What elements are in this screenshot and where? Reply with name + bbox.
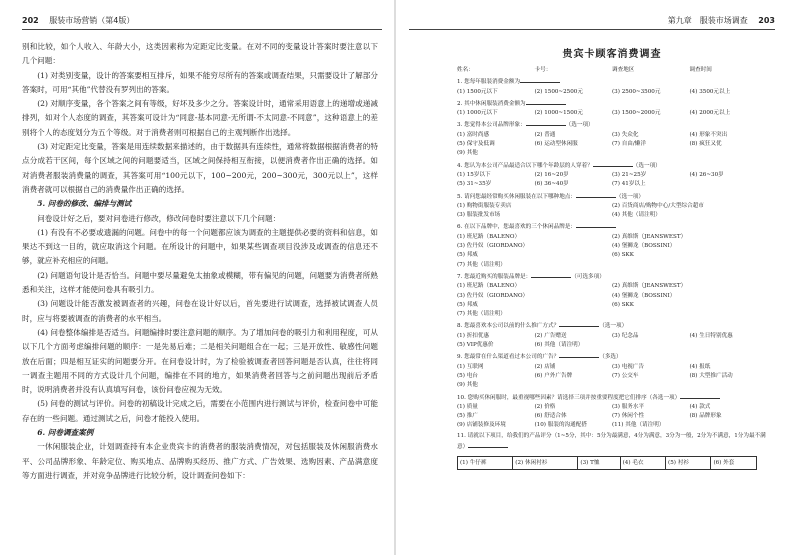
info-name-label: 姓名： bbox=[457, 67, 474, 73]
answer-blank[interactable] bbox=[526, 119, 566, 126]
right-header-rule bbox=[409, 29, 775, 30]
book-title: 服装市场营销（第4版） bbox=[49, 16, 135, 25]
answer-option[interactable]: (7) 自由/懒洋 bbox=[612, 141, 646, 148]
question-text: 6. 在以下品牌中，您最喜欢的三个休闲品牌是： bbox=[457, 224, 576, 231]
rating-cell[interactable]: (4) 毛衣 bbox=[620, 457, 665, 470]
answer-option[interactable]: (7) 其他（请注明） bbox=[457, 261, 506, 268]
body-paragraph: 别和比较，如个人收入、年龄大小，这类因素称为定距定比变量。在对不同的变量设计答案时要注意以下几个问题： bbox=[22, 42, 378, 66]
answer-option[interactable]: (4) 堡狮龙（BOSSINI） bbox=[612, 292, 676, 299]
answer-option[interactable]: (4) 堡狮龙（BOSSINI） bbox=[612, 243, 676, 250]
option-row bbox=[457, 88, 767, 97]
right-header bbox=[409, 14, 775, 28]
answer-option[interactable]: (1) 1000元以下 bbox=[457, 110, 498, 117]
body-paragraph: 一休闲服装企业，计划调查持有本企业贵宾卡的消费者的服装消费情况，对包括服装及休闲服消费水平、公司品牌形象、年龄定位、购买地点、品牌购买经历、推广方式、广告效果、选购因素、产品满意度等方面进行调查，并对竞争品牌进行比较分析，设计调查问卷如下： bbox=[22, 442, 378, 480]
chapter-title: 第九章 服装市场调查 bbox=[667, 16, 748, 25]
survey-title: 贵宾卡顾客消费调查 bbox=[562, 49, 662, 60]
body-paragraph: (2) 问题语句设计是否恰当。问题中要尽量避免太抽象或模糊，带有偏见的问题，问题要为消费者所熟悉和关注，这样才能使问卷具有吸引力。 bbox=[22, 270, 378, 295]
answer-option[interactable]: (6) SKK bbox=[612, 252, 634, 259]
option-row bbox=[457, 261, 767, 270]
body-paragraph: (4) 问卷整体编排是否适当。问题编排时要注意问题的顺序。为了增加问卷的吸引力和利用程度，可从以下几个方面考虑编排问题的顺序：一是先易后难；二是相关问题组合在一起；三是开放性、敏感性问题放在后面；四是相互证实的问题要分开。在问卷设计时，为了检验被调查者回答问题是否认真，往往将同一调查主题用不同的方式设计几个问题，编排在不同的地方，如果消费者回答与之前问题出现前后矛盾时，说明消费者并没有认真填写问卷，该份问卷应视为无效。 bbox=[22, 327, 378, 395]
answer-option[interactable]: (6) 舒适合体 bbox=[534, 413, 567, 420]
answer-option[interactable]: (4) 3500元以上 bbox=[689, 88, 731, 95]
empty-cell bbox=[612, 381, 690, 390]
right-page bbox=[395, 0, 790, 555]
answer-option[interactable]: (10) 服装的沟通配搭 bbox=[534, 422, 587, 429]
answer-option[interactable]: (9) 其他 bbox=[457, 150, 478, 157]
answer-option[interactable]: (3) 失众化 bbox=[612, 131, 639, 138]
question-text: 10. 您购买休闲服时，最重视哪些因素？请选择三项并按重要程度把它们排序（各选一项） bbox=[457, 394, 681, 401]
empty-cell bbox=[690, 421, 768, 430]
answer-option[interactable]: (8) 品牌形象 bbox=[689, 413, 722, 420]
answer-option[interactable]: (3) 佐丹奴（GIORDANO） bbox=[457, 243, 529, 250]
answer-option[interactable]: (3) 纪念品 bbox=[612, 332, 639, 339]
answer-option[interactable]: (2) 普通 bbox=[534, 131, 556, 138]
question-text: 3. 您觉得本公司品牌形象： bbox=[457, 122, 526, 129]
option-row bbox=[457, 332, 767, 341]
answer-option[interactable]: (6) 户外广告牌 bbox=[534, 372, 573, 379]
question-text: 2. 其中休闲服装消费金额为 bbox=[457, 100, 526, 107]
option-row bbox=[457, 282, 767, 291]
answer-option[interactable]: (5) 推广 bbox=[457, 413, 478, 420]
option-row bbox=[457, 310, 767, 319]
answer-option[interactable]: (7) 公交车 bbox=[612, 372, 639, 379]
rating-cell[interactable]: (1) 牛仔裤 bbox=[458, 457, 513, 470]
option-row bbox=[457, 109, 767, 118]
option-row bbox=[457, 412, 767, 421]
body-paragraph: (2) 对顺序变量，各个答案之间有等级，好坏及多少之分。答案设计时，通常采用语意上的递增或递减排列，如对个人态度的调查，其答案可设计为“同意-基本同意-无所谓-不太同意-不同意”，这种语意上的差别将个人的态度划分为五个等级。对于消费者则可根据自己的主观判断作出选择。 bbox=[22, 99, 378, 137]
empty-cell bbox=[535, 149, 613, 158]
option-row bbox=[457, 149, 767, 158]
left-header bbox=[22, 14, 382, 28]
option-row bbox=[457, 381, 767, 390]
rating-cell[interactable]: (3) T恤 bbox=[578, 457, 620, 470]
answer-blank[interactable] bbox=[593, 160, 633, 167]
answer-option[interactable]: (1) 购物街服装专卖店 bbox=[457, 202, 512, 209]
option-row bbox=[457, 131, 767, 140]
empty-cell bbox=[690, 341, 768, 350]
answer-blank[interactable] bbox=[559, 320, 599, 327]
answer-option[interactable]: (2) 价格 bbox=[534, 403, 556, 410]
answer-option[interactable]: (3) 电视广告 bbox=[612, 363, 645, 370]
answer-option[interactable]: (6) 运动型休闲服 bbox=[534, 141, 578, 148]
question-q5 bbox=[457, 191, 767, 202]
answer-option[interactable]: (4) 报纸 bbox=[689, 363, 711, 370]
answer-blank[interactable] bbox=[520, 76, 560, 83]
question-text: 9. 您最常在什么渠道看过本公司的广告？ bbox=[457, 354, 560, 361]
survey-form bbox=[457, 48, 767, 470]
question-q7 bbox=[457, 271, 767, 282]
answer-option[interactable]: (5) 电台 bbox=[457, 372, 478, 379]
option-row bbox=[457, 341, 767, 350]
question-note: （选一项） bbox=[616, 193, 644, 200]
rating-table-row bbox=[458, 457, 757, 470]
answer-option[interactable]: (7) 休闲个性 bbox=[612, 413, 645, 420]
answer-option[interactable]: (3) 服务水平 bbox=[612, 403, 645, 410]
rating-table bbox=[457, 456, 757, 470]
question-q1 bbox=[457, 76, 767, 87]
question-q8 bbox=[457, 320, 767, 331]
rating-cell[interactable]: (6) 外套 bbox=[711, 457, 757, 470]
question-q2 bbox=[457, 98, 767, 109]
question-q3 bbox=[457, 119, 767, 130]
answer-option[interactable]: (5) 邦威 bbox=[457, 252, 478, 259]
answer-option[interactable]: (1) 班尼路（BALENO） bbox=[457, 233, 521, 240]
answer-option[interactable]: (9) 其他 bbox=[457, 382, 478, 389]
answer-option[interactable]: (4) 形象不突出 bbox=[689, 131, 728, 138]
answer-blank[interactable] bbox=[576, 191, 616, 198]
answer-option[interactable]: (5) 保守及低调 bbox=[457, 141, 495, 148]
option-row bbox=[457, 372, 767, 381]
question-text: 4. 您认为本公司产品最适合以下哪个年龄层的人穿着？ bbox=[457, 162, 593, 169]
option-row bbox=[457, 202, 767, 211]
option-row bbox=[457, 421, 767, 430]
answer-option[interactable]: (5) 邦威 bbox=[457, 301, 478, 308]
info-region-label: 调查地区 bbox=[612, 67, 635, 73]
answer-option[interactable]: (2) 真维斯（JEANSWEST） bbox=[612, 283, 687, 290]
answer-option[interactable]: (1) 折扣优惠 bbox=[457, 332, 490, 339]
question-text: 8. 您最喜欢本公司以前的什么推广方式？ bbox=[457, 323, 560, 330]
answer-option[interactable]: (1) 班尼路（BALENO） bbox=[457, 283, 521, 290]
answer-blank[interactable] bbox=[576, 221, 616, 228]
question-q10 bbox=[457, 392, 767, 403]
section-heading: 6. 问卷调查案例 bbox=[37, 428, 94, 438]
left-header-rule bbox=[22, 29, 382, 30]
answer-option[interactable]: (4) 款式 bbox=[689, 403, 711, 410]
answer-option[interactable]: (3) 2500~3500元 bbox=[612, 88, 661, 95]
option-row bbox=[457, 242, 767, 251]
empty-cell bbox=[612, 261, 767, 270]
answer-option[interactable]: (6) 36~40岁 bbox=[534, 181, 569, 188]
question-q6 bbox=[457, 221, 767, 232]
answer-option[interactable]: (3) 1500~2000元 bbox=[612, 110, 661, 117]
empty-cell bbox=[690, 180, 768, 189]
answer-option[interactable]: (5) 31~35岁 bbox=[457, 181, 492, 188]
left-page-number: 202 bbox=[22, 16, 39, 25]
left-body-text bbox=[22, 40, 378, 483]
empty-cell bbox=[612, 310, 767, 319]
body-paragraph: (1) 对类别变量，设计的答案要相互排斥，如果不能穷尽所有的答案或调查结果，只需要设计了解部分答案时，可用“其他”代替没有罗列出的答案。 bbox=[22, 70, 378, 94]
answer-option[interactable]: (2) 真维斯（JEANSWEST） bbox=[612, 233, 687, 240]
question-note: （选一项） bbox=[565, 122, 594, 129]
answer-blank[interactable] bbox=[531, 271, 571, 278]
answer-option[interactable]: (7) 41岁以上 bbox=[612, 181, 646, 188]
empty-cell bbox=[612, 341, 690, 350]
answer-option[interactable]: (1) 质量 bbox=[457, 403, 478, 410]
answer-option[interactable]: (2) 百货商店/购物中心/大型综合超市 bbox=[612, 202, 704, 209]
question-text: 1. 您每年服装消费金额为 bbox=[457, 79, 521, 86]
question-note: （选一项） bbox=[632, 162, 661, 169]
option-row bbox=[457, 180, 767, 189]
option-row bbox=[457, 233, 767, 242]
option-row bbox=[457, 140, 767, 149]
option-row bbox=[457, 301, 767, 310]
answer-option[interactable]: (6) 其他（请注明） bbox=[534, 342, 584, 349]
option-row bbox=[457, 211, 767, 220]
empty-cell bbox=[535, 381, 613, 390]
question-note: （多选） bbox=[599, 354, 622, 361]
answer-option[interactable]: (1) 互联网 bbox=[457, 363, 484, 370]
option-row bbox=[457, 171, 767, 180]
answer-option[interactable]: (1) 1500元以下 bbox=[457, 88, 498, 95]
option-row bbox=[457, 363, 767, 372]
answer-option[interactable]: (3) 21~25岁 bbox=[612, 171, 647, 178]
answer-blank[interactable] bbox=[468, 441, 508, 448]
rating-cell[interactable]: (2) 休闲衬衫 bbox=[513, 457, 578, 470]
answer-option[interactable]: (4) 生日特别优惠 bbox=[689, 332, 733, 339]
body-paragraph: (1) 有没有不必要或遗漏的问题。问卷中的每一个问题都应该为调查的主题提供必要的资料和信息，如果达不到这一目的，就应取消这个问题。在所设计的问题中，如果某些调查项目没涉及或调查的信息还不够，就应补充相应的问题。 bbox=[22, 227, 378, 266]
answer-blank[interactable] bbox=[680, 392, 720, 399]
question-text: 7. 您最近购买的服装品牌是： bbox=[457, 273, 532, 280]
survey-questions bbox=[457, 76, 767, 452]
answer-option[interactable]: (11) 其他（请注明） bbox=[612, 422, 665, 429]
section-heading: 5. 问卷的修改、编排与测试 bbox=[37, 199, 132, 209]
question-q4 bbox=[457, 160, 767, 171]
body-paragraph: 问卷设计好之后，要对问卷进行修改，修改问卷时要注意以下几个问题： bbox=[37, 213, 281, 223]
answer-option[interactable]: (2) 16~20岁 bbox=[534, 171, 569, 178]
answer-option[interactable]: (9) 店铺装修及环境 bbox=[457, 422, 506, 429]
question-q9 bbox=[457, 351, 767, 362]
answer-option[interactable]: (1) 15岁以下 bbox=[457, 171, 491, 178]
rating-cell[interactable]: (5) 衬衫 bbox=[666, 457, 711, 470]
answer-option[interactable]: (8) 疯狂又优 bbox=[689, 141, 722, 148]
option-row bbox=[457, 251, 767, 260]
answer-option[interactable]: (4) 2000元以上 bbox=[689, 110, 731, 117]
answer-option[interactable]: (7) 其他（请注明） bbox=[457, 311, 506, 318]
question-text: 5. 请问您最经常购买休闲服装在以下哪种地点： bbox=[457, 193, 576, 200]
answer-option[interactable]: (2) 1500~2500元 bbox=[534, 88, 583, 95]
answer-option[interactable]: (6) SKK bbox=[612, 301, 634, 308]
answer-option[interactable]: (3) 服装批发市场 bbox=[457, 212, 501, 219]
answer-option[interactable]: (1) 富时尚感 bbox=[457, 131, 490, 138]
body-paragraph: (5) 问卷的测试与评价。问卷的初稿设计完成之后，需要在小范围内进行测试与评价，检查问卷中可能存在的一些问题。通过测试之后，问卷才能投入使用。 bbox=[22, 399, 378, 423]
answer-option[interactable]: (2) 店铺 bbox=[534, 363, 556, 370]
question-q11 bbox=[457, 432, 767, 453]
info-card-label: 卡号： bbox=[534, 67, 552, 73]
empty-cell bbox=[612, 149, 690, 158]
answer-option[interactable]: (2) 1000~1500元 bbox=[534, 110, 583, 117]
empty-cell bbox=[690, 381, 768, 390]
answer-blank[interactable] bbox=[526, 98, 566, 105]
info-time-label: 调查时间 bbox=[689, 67, 712, 73]
question-note: （选一项） bbox=[599, 323, 628, 330]
option-row bbox=[457, 403, 767, 412]
question-text: 11. 请就以下项目，给我们的产品评分（1~5分，其中：5分为最满意，4分为满意，3分为一般，2分为不满意，1分为最不满意） bbox=[457, 432, 766, 450]
body-paragraph: (3) 对定距定比变量，答案是用连续数据来描述的，由于数据具有连续性，通常将数据根据消费者的特点分成若干区间，每个区域之间的问题要适当，区域之间保持相互衔接，以便消费者作出正确的选择。如对消费者服装消费量的调查，其答案可用“100元以下，100~200元，200~300元，300元以上”，这样消费者就可以根据自己的消费量作出正确的选择。 bbox=[22, 142, 378, 194]
answer-option[interactable]: (8) 大型推广活动 bbox=[689, 372, 733, 379]
empty-cell bbox=[690, 149, 768, 158]
answer-option[interactable]: (5) VIP优惠价 bbox=[457, 342, 494, 349]
answer-option[interactable]: (4) 其他（请注明） bbox=[612, 212, 661, 219]
right-page-number: 203 bbox=[758, 16, 775, 25]
answer-blank[interactable] bbox=[559, 351, 599, 358]
body-paragraph: (3) 问题设计能否激发被调查者的兴趣，问卷在设计好以后，首先要进行试调查，选择被试调查人员时，应与将要被调查的消费者的水平相当。 bbox=[22, 299, 378, 323]
option-row bbox=[457, 292, 767, 301]
answer-option[interactable]: (3) 佐丹奴（GIORDANO） bbox=[457, 292, 529, 299]
answer-option[interactable]: (4) 26~30岁 bbox=[689, 171, 724, 178]
answer-option[interactable]: (2) 广告赠送 bbox=[534, 332, 567, 339]
survey-info-line bbox=[457, 66, 767, 75]
question-note: （可选多项） bbox=[571, 273, 605, 280]
